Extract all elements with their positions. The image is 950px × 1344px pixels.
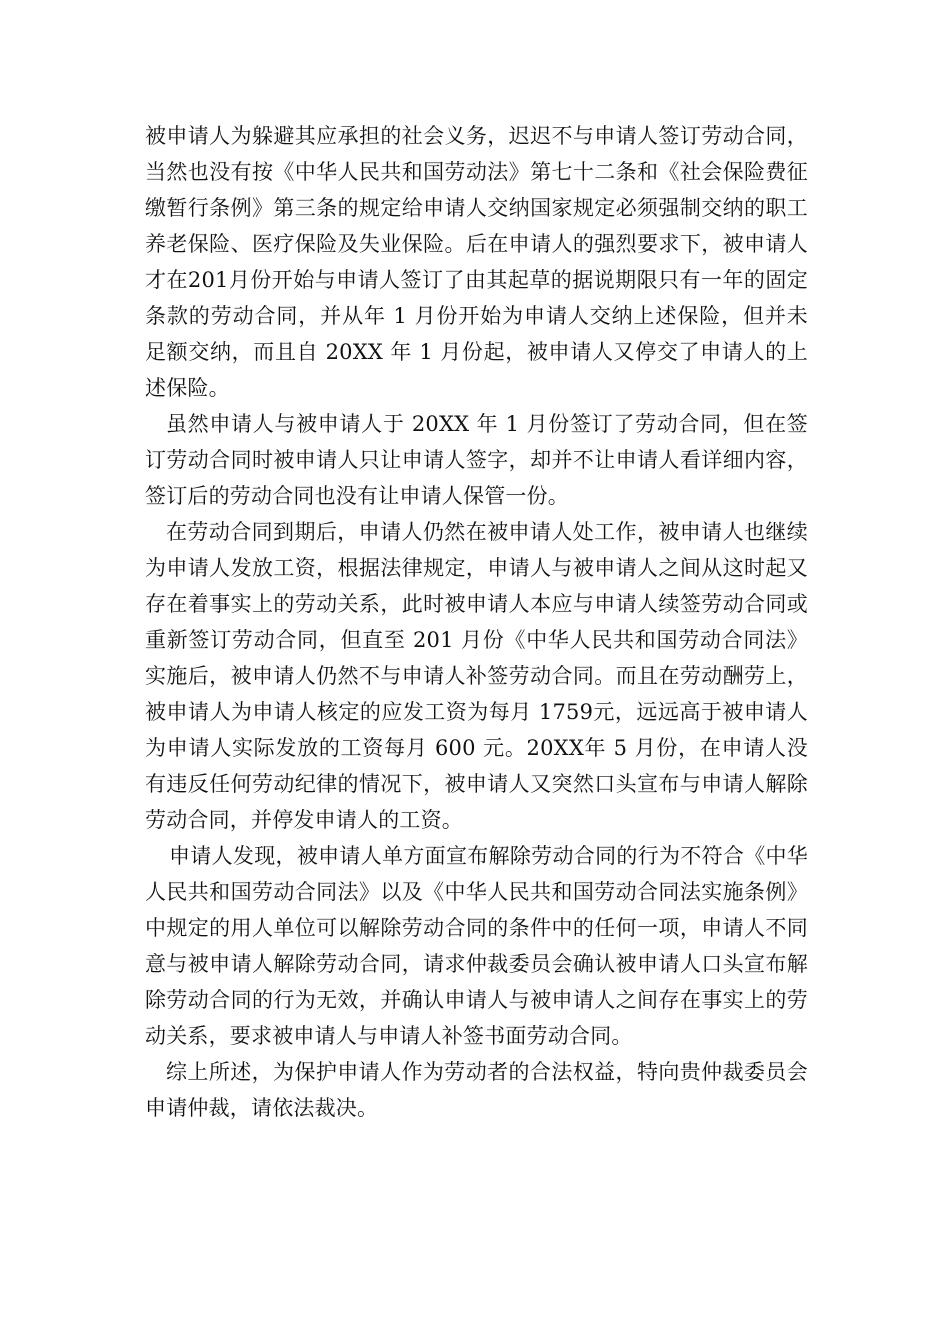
paragraph-2: 虽然申请人与被申请人于 20XX 年 1 月份签订了劳动合同，但在签订劳动合同时被申请人只让申请人签字，却并不让申请人看详细内容，签订后的劳动合同也没有让申请人保管一份。 <box>145 412 808 508</box>
paragraph-4: 申请人发现，被申请人单方面宣布解除劳动合同的行为不符合《中华人民共和国劳动合同法》以及《中华人民共和国劳动合同法实施条例》中规定的用人单位可以解除劳动合同的条件中的任何一项，申请人不同意与被申请人解除劳动合同，请求仲裁委员会确认被申请人口头宣布解除劳动合同的行为无效，并确认申请人与被申请人之间存在事实上的劳动关系，要求被申请人与申请人补签书面劳动合同。 <box>145 844 808 1048</box>
paragraph-3: 在劳动合同到期后，申请人仍然在被申请人处工作，被申请人也继续为申请人发放工资，根据法律规定，申请人与被申请人之间从这时起又存在着事实上的劳动关系，此时被申请人本应与申请人续签劳动合同或重新签订劳动合同，但直至 201 月份《中华人民共和国劳动合同法》实施后，被申请人仍然不与申请人补签劳动合同。而且在劳动酬劳上，被申请人为申请人核定的应发工资为每月 1759元，远远高于被申请人为申请人实际发放的工资每月 600 元。20XX年 5 月份，在申请人没有违反任何劳动纪律的情况下，被申请人又突然口头宣布与申请人解除劳动合同，并停发申请人的工资。 <box>145 520 808 832</box>
paragraph-1: 被申请人为躲避其应承担的社会义务，迟迟不与申请人签订劳动合同，当然也没有按《中华人民共和国劳动法》第七十二条和《社会保险费征缴暂行条例》第三条的规定给申请人交纳国家规定必须强制交纳的职工养老保险、医疗保险及失业保险。后在申请人的强烈要求下，被申请人才在201月份开始与申请人签订了由其起草的据说期限只有一年的固定条款的劳动合同，并从年 1 月份开始为申请人交纳上述保险，但并未足额交纳，而且自 20XX 年 1 月份起，被申请人又停交了申请人的上述保险。 <box>145 124 808 400</box>
document-body <box>145 118 808 1126</box>
paragraph-5: 综上所述，为保护申请人作为劳动者的合法权益，特向贵仲裁委员会申请仲裁，请依法裁决。 <box>145 1060 808 1120</box>
